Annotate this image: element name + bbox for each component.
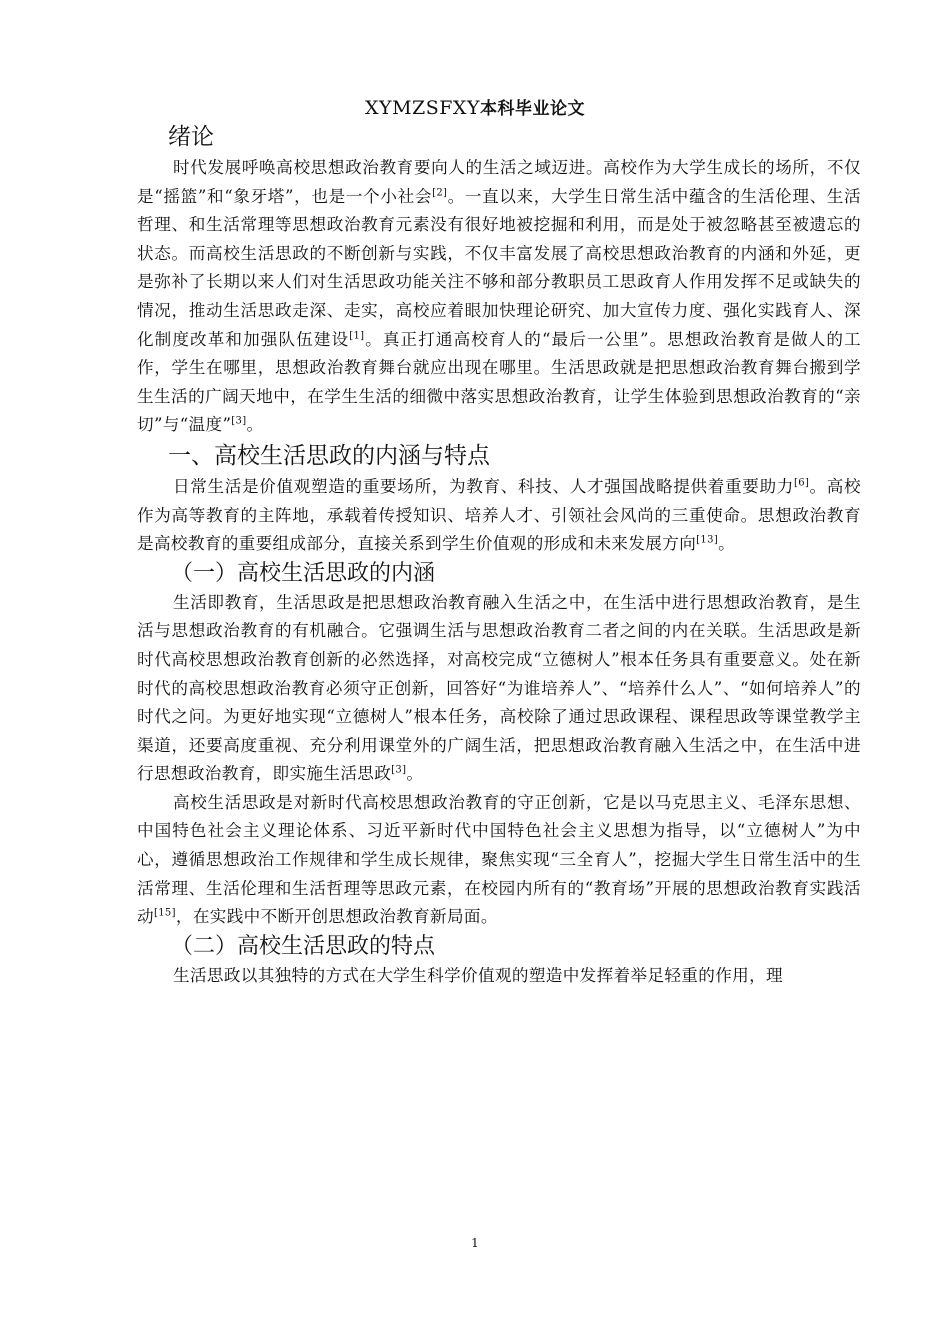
text-run: 。 xyxy=(246,415,264,435)
header-title: 本科毕业论文 xyxy=(480,99,585,119)
intro-paragraph xyxy=(137,154,861,440)
citation: [3] xyxy=(231,415,247,427)
text-run: 。真正打通高校育人的“最后一公里”。思想政治教育是做人的工作，学生在哪里，思想政治教育舞台就应出现在哪里。生活思政就是把思想政治教育舞台搬到学生生活的广阔天地中，在学生生活的细微中落实思想政治教育，让学生体验到思想政治教育的“亲切”与“温度” xyxy=(137,329,861,435)
subsection-1-heading: （一）高校生活思政的内涵 xyxy=(171,560,436,586)
page-number: 1 xyxy=(471,1236,479,1250)
text-run: 生活即教育，生活思政是把思想政治教育融入生活之中，在生活中进行思想政治教育，是生活与思想政治教育的有机融合。它强调生活与思想政治教育二者之间的内在关联。生活思政是新时代高校思想政治教育创新的必然选择，对高校完成“立德树人”根本任务具有重要意义。处在新时代的高校思想政治教育必须守正创新，回答好“为谁培养人”、“培养什么人”、“如何培养人”的时代之问。为更好地实现“立德树人”根本任务，高校除了通过思政课程、课程思政等课堂教学主渠道，还要高度重视、充分利用课堂外的广阔生活，把思想政治教育融入生活之中，在生活中进行思想政治教育，即实施生活思政 xyxy=(137,592,861,784)
subsection-2-heading: （二）高校生活思政的特点 xyxy=(171,933,436,959)
intro-heading: 绪论 xyxy=(168,124,214,150)
subsection-1-paragraph-1 xyxy=(137,589,861,789)
subsection-1-paragraph-2 xyxy=(137,789,861,932)
citation: [15] xyxy=(153,907,176,919)
subsection-2-paragraph: 生活思政以其独特的方式在大学生科学价值观的塑造中发挥着举足轻重的作用，理 xyxy=(173,965,783,985)
text-run: 高校生活思政是对新时代高校思想政治教育的守正创新，它是以马克思主义、毛泽东思想、中国特色社会主义理论体系、习近平新时代中国特色社会主义思想为指导，以“立德树人”为中心，遵循思想政治工作规律和学生成长规律，聚焦实现“三全育人”，挖掘大学生日常生活中的生活常理、生活伦理和生活哲理等思政元素，在校园内所有的“教育场”开展的思想政治教育实践活动 xyxy=(137,792,861,927)
citation: [6] xyxy=(794,477,810,489)
citation: [2] xyxy=(432,187,448,199)
text-run: 时代发展呼唤高校思想政治教育要向人的生活之域迈进。高校作为大学生成长的场所，不仅是“摇篮”和“象牙塔”，也是一个小社会 xyxy=(137,158,861,206)
text-run: 。 xyxy=(406,764,424,784)
text-run: 。高校作为高等教育的主阵地，承载着传授知识、培养人才、引领社会风尚的三重使命。思想政治教育是高校教育的重要组成部分，直接关系到学生价值观的形成和未来发展方向 xyxy=(137,476,861,554)
section-1-heading: 一、高校生活思政的内涵与特点 xyxy=(168,442,490,469)
body-content xyxy=(137,121,861,990)
citation: [1] xyxy=(349,330,365,342)
page-header xyxy=(0,94,950,123)
text-run: 。 xyxy=(718,534,736,554)
text-run: 日常生活是价值观塑造的重要场所，为教育、科技、人才强国战略提供着重要助力 xyxy=(173,476,795,496)
text-run: ，在实践中不断开创思想政治教育新局面。 xyxy=(175,907,498,927)
header-code: XYMZSFXY xyxy=(365,97,480,119)
section-1-paragraph xyxy=(137,473,861,559)
text-run: 。一直以来，大学生日常生活中蕴含的生活伦理、生活哲理、和生活常理等思想政治教育元素没有很好地被挖掘和利用，而是处于被忽略甚至被遗忘的状态。而高校生活思政的不断创新与实践，不仅丰富发展了高校思想政治教育的内涵和外延，更是弥补了长期以来人们对生活思政功能关注不够和部分教职员工思政育人作用发挥不足或缺失的情况，推动生活思政走深、走实，高校应着眼加快理论研究、加大宣传力度、强化实践育人、深化制度改革和加强队伍建设 xyxy=(137,186,861,349)
citation: [3] xyxy=(391,764,407,776)
citation: [13] xyxy=(696,534,719,546)
